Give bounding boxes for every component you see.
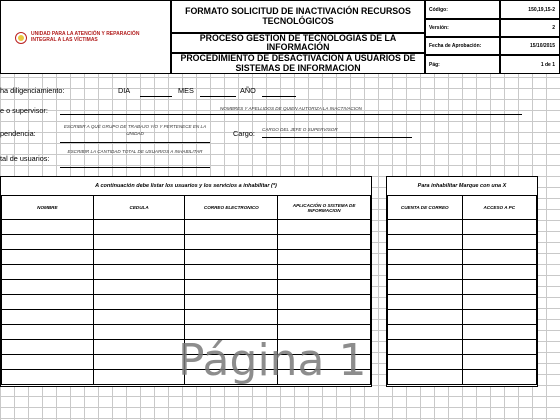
table-row <box>388 250 537 265</box>
checkbox-cell[interactable] <box>388 220 463 235</box>
table-cell[interactable] <box>2 370 94 385</box>
table-cell[interactable] <box>93 370 185 385</box>
process-title: PROCESO GESTION DE TECNOLOGIAS DE LA INFORMACIÓN <box>171 33 425 53</box>
table-cell[interactable] <box>278 220 371 235</box>
table-cell[interactable] <box>2 325 94 340</box>
supervisor-label: e o supervisor: <box>0 106 48 115</box>
col-nombre: NOMBRE <box>2 196 94 220</box>
table-row <box>388 340 537 355</box>
meta-date-label: Fecha de Aprobación: <box>425 37 500 55</box>
table-cell[interactable] <box>93 310 185 325</box>
procedure-title: PROCEDIMIENTO DE DESACTIVACION A USUARIOS DE SISTEMAS DE INFORMACION <box>171 53 425 74</box>
table-cell[interactable] <box>2 250 94 265</box>
col-cuenta-correo: CUENTA DE CORREO <box>388 196 463 220</box>
checkbox-cell[interactable] <box>462 250 537 265</box>
table-cell[interactable] <box>93 250 185 265</box>
meta-code-label: Código: <box>425 0 500 19</box>
table-cell[interactable] <box>2 355 94 370</box>
table-cell[interactable] <box>278 235 371 250</box>
dependencia-label: pendencia: <box>0 129 36 138</box>
meta-version-value: 2 <box>500 19 560 37</box>
table-cell[interactable] <box>185 250 278 265</box>
table-row <box>388 220 537 235</box>
table-row <box>388 235 537 250</box>
table-cell[interactable] <box>185 310 278 325</box>
checkbox-cell[interactable] <box>462 370 537 385</box>
table-row <box>388 325 537 340</box>
table-cell[interactable] <box>185 220 278 235</box>
checkbox-cell[interactable] <box>388 265 463 280</box>
checkbox-cell[interactable] <box>462 340 537 355</box>
checkbox-cell[interactable] <box>388 280 463 295</box>
checkbox-cell[interactable] <box>388 340 463 355</box>
table-cell[interactable] <box>185 280 278 295</box>
checkbox-cell[interactable] <box>388 325 463 340</box>
logo-text: UNIDAD PARA LA ATENCIÓN Y REPARACIÓN INTEGRAL A LAS VÍCTIMAS <box>31 31 140 43</box>
meta-code-value: 150,19,15-2 <box>500 0 560 19</box>
table-cell[interactable] <box>2 220 94 235</box>
table-cell[interactable] <box>93 340 185 355</box>
users-table-caption: A continuación debe listar los usuarios y los servicios a inhabilitar (*) <box>95 183 277 189</box>
meta-version-label: Versión: <box>425 19 500 37</box>
table-cell[interactable] <box>2 235 94 250</box>
checkbox-cell[interactable] <box>462 235 537 250</box>
dependencia-field[interactable]: ESCRIBIR A QUÉ GRUPO DE TRABAJO Y/O Y PERTENECE EN LA UNIDAD <box>60 124 210 143</box>
table-cell[interactable] <box>185 235 278 250</box>
table-row <box>388 295 537 310</box>
checkbox-cell[interactable] <box>388 310 463 325</box>
table-row <box>2 280 371 295</box>
checkbox-cell[interactable] <box>462 310 537 325</box>
table-cell[interactable] <box>93 295 185 310</box>
checkbox-cell[interactable] <box>388 250 463 265</box>
meta-page-value: 1 de 1 <box>500 55 560 74</box>
table-cell[interactable] <box>93 220 185 235</box>
table-cell[interactable] <box>278 310 371 325</box>
checkbox-cell[interactable] <box>462 280 537 295</box>
total-usuarios-field[interactable]: ESCRIBIR LA CANTIDAD TOTAL DE USUARIOS A INHABILITAR <box>60 149 210 168</box>
table-row <box>388 265 537 280</box>
table-row <box>2 235 371 250</box>
table-cell[interactable] <box>2 310 94 325</box>
page-watermark: Página 1 <box>178 335 367 386</box>
col-acceso-pc: ACCESO A PC <box>462 196 537 220</box>
supervisor-field[interactable]: NOMBRES Y APELLIDOS DE QUIEN AUTORIZA LA INACTIVACION <box>60 106 522 115</box>
table-cell[interactable] <box>93 355 185 370</box>
cargo-field[interactable]: CARGO DEL JEFE O SUPERVISOR <box>262 127 412 138</box>
users-table-header <box>2 196 371 220</box>
table-row <box>388 310 537 325</box>
table-cell[interactable] <box>2 340 94 355</box>
logo-cell <box>0 0 171 74</box>
table-row <box>2 250 371 265</box>
table-row <box>2 265 371 280</box>
table-cell[interactable] <box>93 235 185 250</box>
table-cell[interactable] <box>93 280 185 295</box>
checkbox-cell[interactable] <box>462 265 537 280</box>
document-title: FORMATO SOLICITUD DE INACTIVACIÓN RECURSOS TECNOLÓGICOS <box>171 0 425 33</box>
table-cell[interactable] <box>278 280 371 295</box>
coat-of-arms-icon <box>15 32 27 44</box>
table-row <box>388 355 537 370</box>
checkbox-cell[interactable] <box>462 325 537 340</box>
table-row <box>2 295 371 310</box>
total-usuarios-label: tal de usuarios: <box>0 154 50 163</box>
table-row <box>2 310 371 325</box>
checkbox-cell[interactable] <box>462 355 537 370</box>
table-cell[interactable] <box>2 295 94 310</box>
meta-page-label: Pág: <box>425 55 500 74</box>
fecha-label: ha diligenciamiento: <box>0 86 65 95</box>
disable-table-frame <box>386 176 538 387</box>
table-cell[interactable] <box>185 265 278 280</box>
cargo-label: Cargo: <box>233 129 255 138</box>
mes-label: MES <box>178 86 194 95</box>
table-cell[interactable] <box>278 265 371 280</box>
checkbox-cell[interactable] <box>388 295 463 310</box>
checkbox-cell[interactable] <box>388 235 463 250</box>
table-cell[interactable] <box>278 295 371 310</box>
checkbox-cell[interactable] <box>388 355 463 370</box>
checkbox-cell[interactable] <box>462 295 537 310</box>
table-cell[interactable] <box>185 295 278 310</box>
checkbox-cell[interactable] <box>462 220 537 235</box>
table-row <box>388 280 537 295</box>
disable-table-header <box>388 196 537 220</box>
dia-field[interactable] <box>140 96 172 97</box>
dia-label: DIA <box>118 86 131 95</box>
col-cedula: CEDULA <box>93 196 185 220</box>
ano-label: AÑO <box>240 86 256 95</box>
table-cell[interactable] <box>93 325 185 340</box>
col-correo: CORREO ELECTRONICO <box>185 196 278 220</box>
checkbox-cell[interactable] <box>388 370 463 385</box>
mes-field[interactable] <box>200 96 236 97</box>
disable-table <box>387 195 537 385</box>
table-cell[interactable] <box>2 265 94 280</box>
table-cell[interactable] <box>93 265 185 280</box>
table-cell[interactable] <box>278 250 371 265</box>
table-row <box>2 220 371 235</box>
col-aplicacion: APLICACIÓN O SISTEMA DE INFORMACION <box>278 196 371 220</box>
table-row <box>388 370 537 385</box>
disable-table-caption: Para inhabilitar Marque con una X <box>417 183 507 189</box>
ano-field[interactable] <box>262 96 296 97</box>
meta-date-value: 15/10/2015 <box>500 37 560 55</box>
table-cell[interactable] <box>2 280 94 295</box>
